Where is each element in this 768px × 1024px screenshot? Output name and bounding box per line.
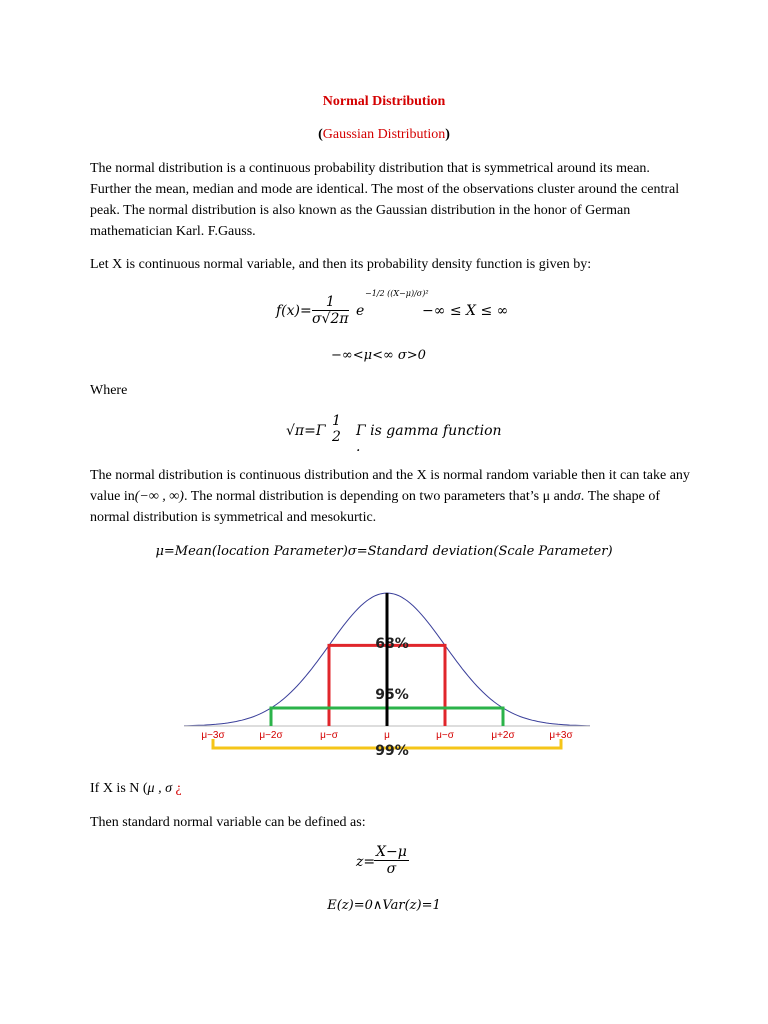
pdf-params: −∞<μ<∞ σ>0 [331, 348, 426, 363]
z-fraction [374, 844, 409, 877]
pdf-e: e [356, 303, 365, 319]
pdf-fraction [312, 294, 349, 327]
subtitle [0, 127, 768, 143]
page-title: Normal Distribution [322, 94, 446, 109]
where-label: Where [90, 383, 128, 398]
para3-sigma: σ [573, 489, 581, 504]
pdf-lhs: f(x)= [276, 303, 312, 319]
gamma-num: 1 [332, 413, 341, 429]
band-99-label: 99% [375, 743, 409, 759]
intro-paragraph: The normal distribution is a continuous probability distribution that is symmetrical around its mean. Further the mean, median and mode are identical. The most of the observations cluster around the central peak. The normal distribution is also known as the Gaussian distribution in the honor of German mathematician Karl. F.Gauss. [90, 161, 680, 239]
std-intro: Then standard normal variable can be defined as: [90, 815, 366, 830]
if-tail: ¿ [175, 781, 182, 796]
gamma-lhs: √π=Γ [286, 423, 326, 439]
z-lhs: z= [356, 854, 376, 870]
pdf-exponent: −1/2 ((X−μ)/σ)² [365, 289, 429, 298]
para3-range: (−∞ , ∞) [134, 489, 184, 504]
para3-a: The normal distribution is continuous distribution and the X is normal random variable then it can take any value in [90, 468, 690, 504]
pdf-intro: Let X is continuous normal variable, and then its probability density function is given by: [90, 257, 592, 272]
if-line [90, 778, 690, 799]
tick-label: μ−σ [436, 730, 454, 741]
band-95-label: 95% [375, 687, 409, 703]
tick-label: μ−σ [320, 730, 338, 741]
tick-label: μ−2σ [259, 730, 283, 741]
z-num: X−μ [376, 844, 407, 860]
gamma-fraction [330, 413, 343, 445]
para3-c: . The shape of normal distribution is symmetrical and mesokurtic. [90, 489, 661, 525]
pdf-range: −∞ ≤ X ≤ ∞ [422, 303, 509, 319]
subtitle-open: ( [318, 127, 323, 142]
pdf-equation [276, 290, 556, 334]
subtitle-text: Gaussian Distribution [322, 127, 446, 142]
tick-label: μ+2σ [491, 730, 515, 741]
tick-label: μ [384, 730, 390, 741]
pdf-num: 1 [312, 294, 349, 311]
z-equation [356, 844, 446, 884]
band-68-label: 68% [375, 636, 409, 652]
subtitle-close: ) [445, 127, 450, 142]
gamma-den: 2 [332, 429, 341, 445]
gamma-note: Γ is gamma function . [356, 423, 502, 455]
tick-label: μ+3σ [549, 730, 573, 741]
if-math: μ , σ [147, 781, 172, 796]
pdf-den: σ√2π [312, 311, 349, 327]
z-den: σ [386, 861, 397, 877]
para3-b: . The normal distribution is depending on two parameters that’s μ and [183, 489, 574, 504]
tick-label: μ−3σ [201, 730, 225, 741]
moments-equation: E(z)=0∧Var(z)=1 [327, 898, 441, 913]
parameters-paragraph [90, 465, 690, 528]
if-text: If X is N ( [90, 781, 148, 796]
normal-curve-chart [180, 583, 590, 763]
params-equation: μ=Mean(location Parameter)σ=Standard deviation(Scale Parameter) [155, 544, 613, 559]
gamma-equation [286, 413, 506, 453]
